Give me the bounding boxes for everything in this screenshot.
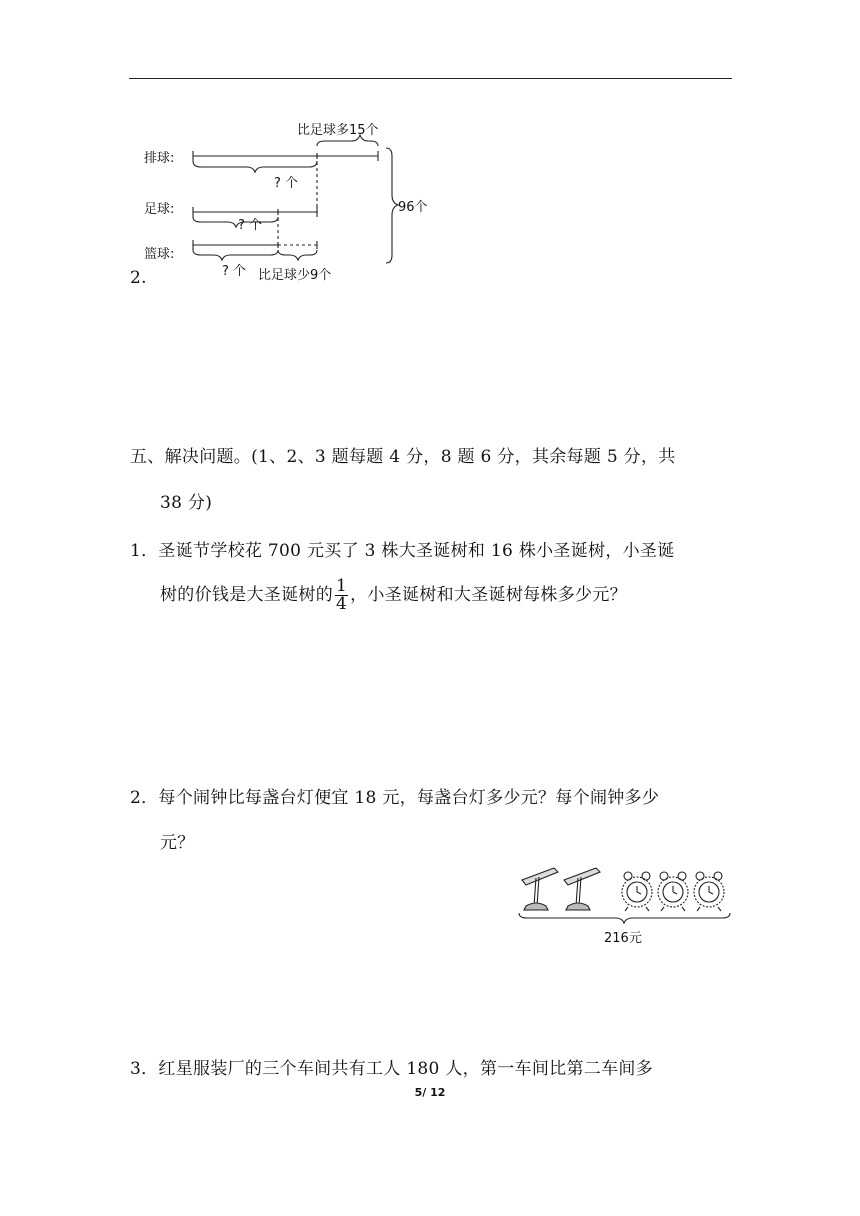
bottom-note: 比足球少9个	[258, 268, 332, 283]
q-volleyball: ? 个	[274, 176, 299, 191]
label-football: 足球:	[144, 202, 175, 217]
page-number: 5/ 12	[414, 1086, 446, 1099]
alarm-clock-icon	[622, 872, 652, 911]
price-label: 216元	[604, 931, 642, 946]
line-segment-diagram	[130, 115, 450, 290]
total-label: 96个	[398, 200, 428, 215]
problem-number: 2.	[130, 268, 147, 288]
q-football: ? 个	[238, 218, 263, 233]
label-volleyball: 排球:	[144, 151, 175, 166]
label-basketball: 篮球:	[144, 247, 175, 262]
q-basketball: ? 个	[222, 264, 247, 279]
header-rule	[129, 78, 732, 79]
q1-text-a: 树的价钱是大圣诞树的	[160, 585, 333, 605]
q1-line2	[160, 578, 627, 613]
brace-total	[386, 148, 398, 263]
section-heading: 五、解决问题。(1、2、3 题每题 4 分，8 题 6 分，其余每题 5 分，共	[130, 447, 676, 467]
fraction	[335, 578, 348, 613]
q1-line1: 1．圣诞节学校花 700 元买了 3 株大圣诞树和 16 株小圣诞树，小圣诞	[130, 541, 675, 561]
alarm-clock-icon	[658, 872, 688, 911]
desk-lamp-icon	[522, 868, 558, 910]
q1-text-b: ，小圣诞树和大圣诞树每株多少元？	[350, 585, 627, 605]
top-note: 比足球多15个	[297, 123, 379, 138]
q3-line1: 3．红星服装厂的三个车间共有工人 180 人，第一车间比第二车间多	[130, 1059, 653, 1079]
fraction-numerator: 1	[336, 576, 348, 596]
alarm-clock-icon	[694, 872, 724, 911]
fraction-denominator: 4	[336, 594, 348, 614]
lamps-and-clocks-picture	[512, 858, 737, 950]
brace-price	[519, 913, 730, 923]
q2-line2: 元？	[160, 833, 195, 853]
section-heading-cont: 38 分)	[160, 493, 213, 513]
q2-line1: 2．每个闹钟比每盏台灯便宜 18 元，每盏台灯多少元？每个闹钟多少	[130, 788, 660, 808]
desk-lamp-icon	[564, 868, 600, 910]
